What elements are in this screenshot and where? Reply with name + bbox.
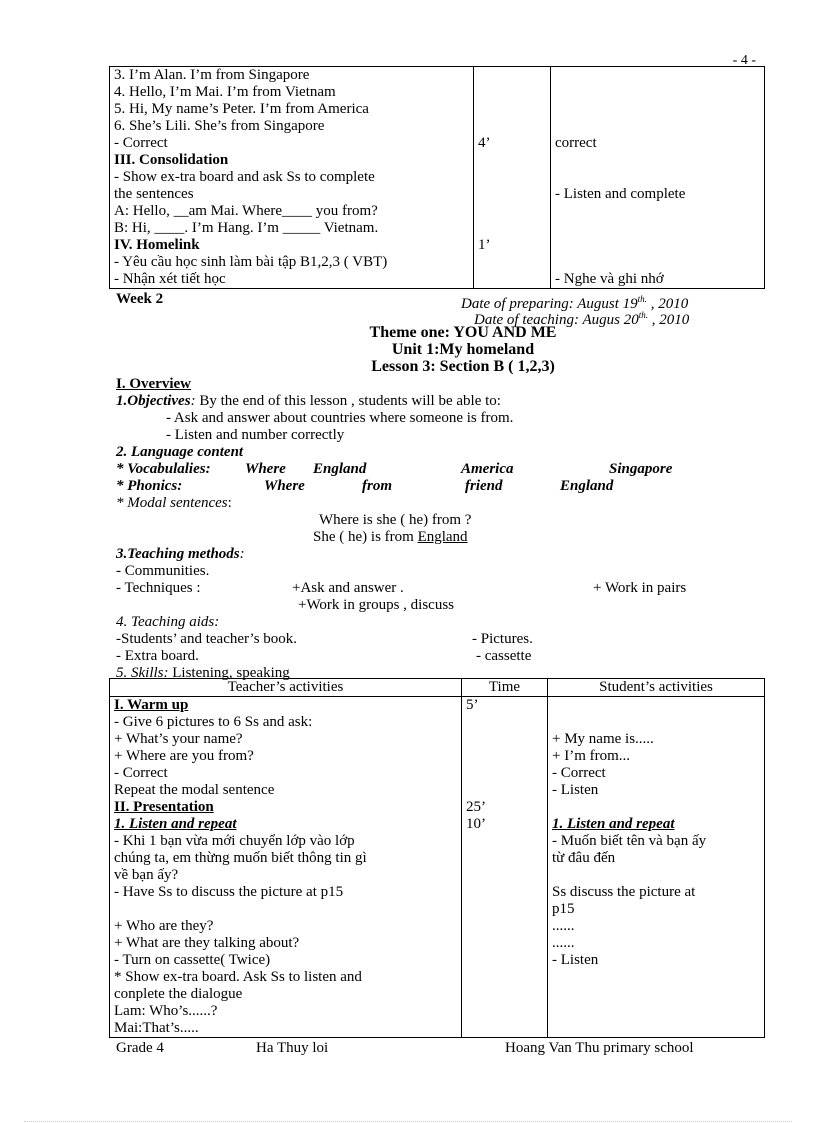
top-time-column [474, 67, 551, 289]
date-sup: th. [637, 294, 647, 304]
homelink-heading: IV. Homelink [114, 237, 200, 253]
text-line: 5. Hi, My name’s Peter. I’m from America [114, 101, 369, 117]
methods-item: +Ask and answer . [292, 580, 404, 596]
text-line: - Muốn biết tên và bạn ấy [552, 833, 707, 849]
vocab-row [116, 461, 776, 478]
aids-item: - Pictures. [472, 631, 533, 647]
footer-teacher: Ha Thuy loi [256, 1040, 329, 1056]
text-line: Mai:That’s..... [114, 1020, 199, 1036]
text-line: Lam: Who’s......? [114, 1003, 218, 1019]
overview-section [116, 376, 776, 682]
aids-row [116, 648, 776, 665]
text-line: - Show ex-tra board and ask Ss to complete [114, 169, 375, 185]
aids-item: - cassette [476, 648, 532, 664]
text-line: - Give 6 pictures to 6 Ss and ask: [114, 714, 313, 730]
modal-2-word: England [417, 529, 468, 545]
text-line: - Listen and complete [555, 186, 686, 202]
text-line: - Nhận xét tiết học [114, 271, 226, 287]
time-value: 25’ [466, 799, 486, 815]
text-line: Ss discuss the picture at [552, 884, 696, 900]
phonics-word: from [362, 478, 392, 494]
text-line: - Correct [552, 765, 606, 781]
header-time: Time [462, 679, 548, 697]
date-teaching-text: Date of teaching: Augus 20 [474, 312, 639, 328]
text-line: 6. She’s Lili. She’s from Singapore [114, 118, 325, 134]
header-student: Student’s activities [548, 679, 765, 697]
text-line: B: Hi, ____. I’m Hang. I’m _____ Vietnam. [114, 220, 379, 236]
page-number: - 4 - [732, 53, 756, 68]
text-line: 4. Hello, I’m Mai. I’m from Vietnam [114, 84, 336, 100]
footer-grade: Grade 4 [116, 1040, 164, 1056]
aids-label: 4. Teaching aids: [116, 614, 220, 630]
footer-school: Hoang Van Thu primary school [505, 1040, 694, 1056]
teacher-activities-column [110, 697, 462, 1038]
text-line: conplete the dialogue [114, 986, 243, 1002]
text-line: - Have Ss to discuss the picture at p15 [114, 884, 344, 900]
time-value: 4’ [478, 135, 491, 151]
listen-repeat-heading: 1. Listen and repeat [114, 816, 237, 832]
methods-item: + Work in pairs [593, 580, 687, 596]
text-line: + My name is..... [552, 731, 654, 747]
activities-header-row [110, 679, 765, 697]
text-line: the sentences [114, 186, 194, 202]
date-sup: th. [638, 310, 648, 320]
objective-item: - Ask and answer about countries where someone is from. [166, 410, 514, 426]
theme-title: Theme one: YOU AND ME [369, 324, 557, 341]
consolidation-heading: III. Consolidation [114, 152, 229, 168]
methods-line: - Communities. [116, 563, 210, 579]
text-line: Repeat the modal sentence [114, 782, 275, 798]
text-line: correct [555, 135, 597, 151]
text-line: chúng ta, em thừng muốn biết thông tin gì [114, 850, 367, 866]
text-line: + Who are they? [114, 918, 214, 934]
text-line: 3. I’m Alan. I’m from Singapore [114, 67, 310, 83]
methods-techniques-row [116, 580, 776, 597]
vocab-word: England [313, 461, 367, 477]
activities-table [109, 678, 765, 1038]
overview-heading: I. Overview [116, 376, 191, 392]
modal-colon: : [227, 495, 232, 511]
warmup-heading: I. Warm up [114, 697, 189, 713]
header-teacher: Teacher’s activities [110, 679, 462, 697]
top-teacher-column [110, 67, 474, 289]
vocab-word: America [461, 461, 514, 477]
text-line: + I’m from... [552, 748, 631, 764]
objectives-colon: : [190, 393, 196, 409]
vocab-word: Where [245, 461, 286, 477]
date-year: , 2010 [646, 296, 689, 312]
text-line: - Khi 1 bạn vừa mới chuyển lớp vào lớp [114, 833, 355, 849]
phonics-word: Where [264, 478, 305, 494]
language-content-heading: 2. Language content [116, 444, 244, 460]
text-line: về bạn ấy? [114, 867, 179, 883]
top-lesson-table [109, 66, 765, 289]
methods-colon: : [239, 546, 245, 562]
text-line: từ đâu đến [552, 850, 616, 866]
time-value: 1’ [478, 237, 491, 253]
text-line: ...... [552, 935, 575, 951]
skills-text: Listening, speaking [168, 665, 290, 681]
phonics-label: * Phonics: [116, 478, 183, 494]
date-preparing-text: Date of preparing: August 19 [461, 296, 638, 312]
text-line: - Listen [552, 952, 599, 968]
aids-row [116, 631, 776, 648]
phonics-word: friend [465, 478, 503, 494]
text-line: + What’s your name? [114, 731, 243, 747]
objectives-text: By the end of this lesson , students will be able to: [195, 393, 501, 409]
text-line: * Show ex-tra board. Ask Ss to listen and [114, 969, 362, 985]
date-year: , 2010 [647, 312, 690, 328]
phonics-row [116, 478, 776, 495]
student-listen-heading: 1. Listen and repeat [552, 816, 675, 832]
student-activities-column [548, 697, 765, 1038]
text-line: - Turn on cassette( Twice) [114, 952, 271, 968]
time-value: 10’ [466, 816, 486, 832]
page-bottom-rule [24, 1121, 792, 1122]
week-label: Week 2 [116, 291, 164, 307]
time-value: 5’ [466, 697, 479, 713]
aids-item: -Students’ and teacher’s book. [116, 631, 298, 647]
objective-item: - Listen and number correctly [166, 427, 345, 443]
lesson-title: Lesson 3: Section B ( 1,2,3) [371, 358, 555, 375]
objectives-label: 1.Objectives [116, 393, 191, 409]
text-line: - Yêu cầu học sinh làm bài tập B1,2,3 ( VBT) [114, 254, 388, 270]
unit-title: Unit 1:My homeland [391, 341, 535, 358]
skills-label: 5. Skills: [116, 665, 169, 681]
modal-2-prefix: She ( he) is from [313, 529, 418, 545]
text-line: A: Hello, __am Mai. Where____ you from? [114, 203, 378, 219]
vocab-label: * Vocabulalies: [116, 461, 211, 477]
text-line: - Correct [114, 765, 168, 781]
aids-item: - Extra board. [116, 648, 199, 664]
text-line: ...... [552, 918, 575, 934]
methods-item: +Work in groups , discuss [298, 597, 454, 613]
text-line: p15 [552, 901, 575, 917]
methods-label: 3.Teaching methods [116, 546, 240, 562]
phonics-word: England [560, 478, 614, 494]
modal-sentence-2 [116, 529, 776, 546]
methods-techniques: - Techniques : [116, 580, 201, 596]
modal-sentence-1: Where is she ( he) from ? [319, 512, 472, 528]
vocab-word: Singapore [609, 461, 673, 477]
time-column [462, 697, 548, 1038]
text-line: - Listen [552, 782, 599, 798]
text-line: - Correct [114, 135, 168, 151]
text-line: + What are they talking about? [114, 935, 300, 951]
presentation-heading: II. Presentation [114, 799, 214, 815]
text-line: + Where are you from? [114, 748, 254, 764]
modal-label: * Modal sentences [116, 495, 228, 511]
top-student-column [551, 67, 765, 289]
text-line: - Nghe và ghi nhớ [555, 271, 664, 287]
